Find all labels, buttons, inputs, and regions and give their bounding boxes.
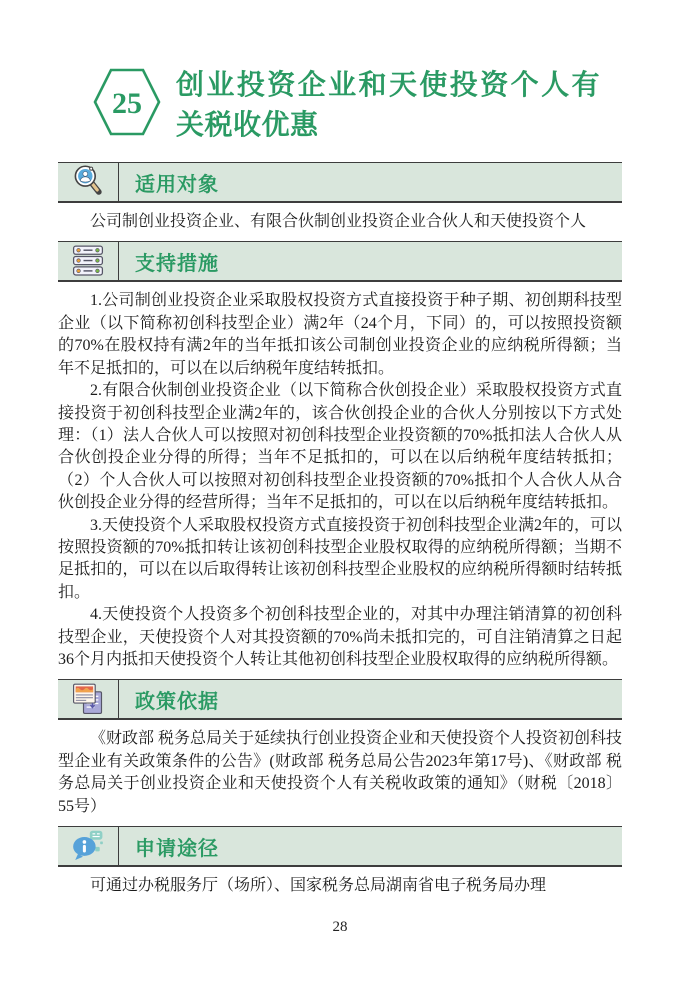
section-icon-cell	[58, 680, 119, 718]
body-paragraph: 4.天使投资个人投资多个初创科技型企业的，对其中办理注销清算的初创科技型企业，天使投资个人对其投资额的70%尚未抵扣完的，可自注销清算之日起36个月内抵扣天使投资个人转让其他初创科技型企业股权取得的应纳税所得额。	[58, 606, 622, 668]
page-title: 创业投资企业和天使投资个人有关税收优惠	[176, 70, 600, 142]
section-body	[58, 720, 622, 826]
body-paragraph: 2.有限合伙制创业投资企业（以下简称合伙创投企业）采取股权投资方式直接投资于初创科技型企业满2年的，该合伙创投企业的合伙人分别按以下方式处理：（1）法人合伙人可以按照对初创科技型企业投资额的70%抵扣法人合伙人从合伙创投企业分得的所得；当年不足抵扣的，可以在以后纳税年度结转抵扣；（2）个人合伙人可以按照对初创科技型企业投资额的70%抵扣个人合伙人从合伙创投企业分得的经营所得；当年不足抵扣的，可以在以后纳税年度结转抵扣。	[58, 382, 622, 512]
section-application-channel	[58, 826, 622, 905]
section-icon-cell	[58, 163, 119, 201]
section-support-measures	[58, 241, 622, 679]
documents-icon	[69, 681, 107, 717]
body-paragraph: 可通过办税服务厅（场所）、国家税务总局湖南省电子税务局办理	[90, 877, 547, 894]
section-body	[58, 282, 622, 679]
section-body	[58, 867, 622, 905]
page-content	[58, 0, 622, 936]
body-paragraph: 《财政部 税务总局关于延续执行创业投资企业和天使投资个人投资初创科技型企业有关政策条件的公告》(财政部 税务总局公告2023年第17号)、《财政部 税务总局关于创业投资企业和天使投资个人有关税收政策的通知》（财税〔2018〕55号）	[58, 730, 623, 815]
section-title: 适用对象	[135, 173, 219, 196]
section-title: 申请途径	[135, 837, 219, 860]
server-stack-icon	[69, 243, 107, 279]
body-paragraph: 公司制创业投资企业、有限合伙制创业投资企业合伙人和天使投资个人	[90, 213, 587, 231]
page-number: 28	[332, 919, 348, 936]
section-policy-basis	[58, 679, 622, 826]
section-header	[58, 241, 622, 282]
section-title: 支持措施	[135, 252, 219, 275]
body-paragraph: 3.天使投资个人采取股权投资方式直接投资于初创科技型企业满2年的，可以按照投资额的70%抵扣转让该初创科技型企业股权取得的应纳税所得额；当期不足抵扣的，可以在以后取得转让该初创科技型企业股权的应纳税所得额时结转抵扣。	[58, 516, 623, 601]
body-paragraph: 1.公司制创业投资企业采取股权投资方式直接投资于种子期、初创期科技型企业（以下简称初创科技型企业）满2年（24个月，下同）的，可以按照投资额的70%在股权持有满2年的当年抵扣该公司制创业投资企业的应纳税所得额；当年不足抵扣的，可以在以后纳税年度结转抵扣。	[58, 292, 622, 377]
section-icon-cell	[58, 242, 119, 280]
title-block	[92, 0, 622, 162]
section-header	[58, 826, 622, 867]
section-applicable-objects	[58, 162, 622, 241]
section-body	[58, 203, 622, 241]
section-title: 政策依据	[135, 690, 219, 713]
person-magnifier-icon	[69, 164, 107, 200]
section-icon-cell	[58, 827, 119, 865]
section-header	[58, 679, 622, 720]
section-header	[58, 162, 622, 203]
item-number: 25	[112, 87, 142, 120]
info-chat-icon	[69, 828, 107, 864]
item-number-hexagon-badge	[92, 62, 162, 142]
